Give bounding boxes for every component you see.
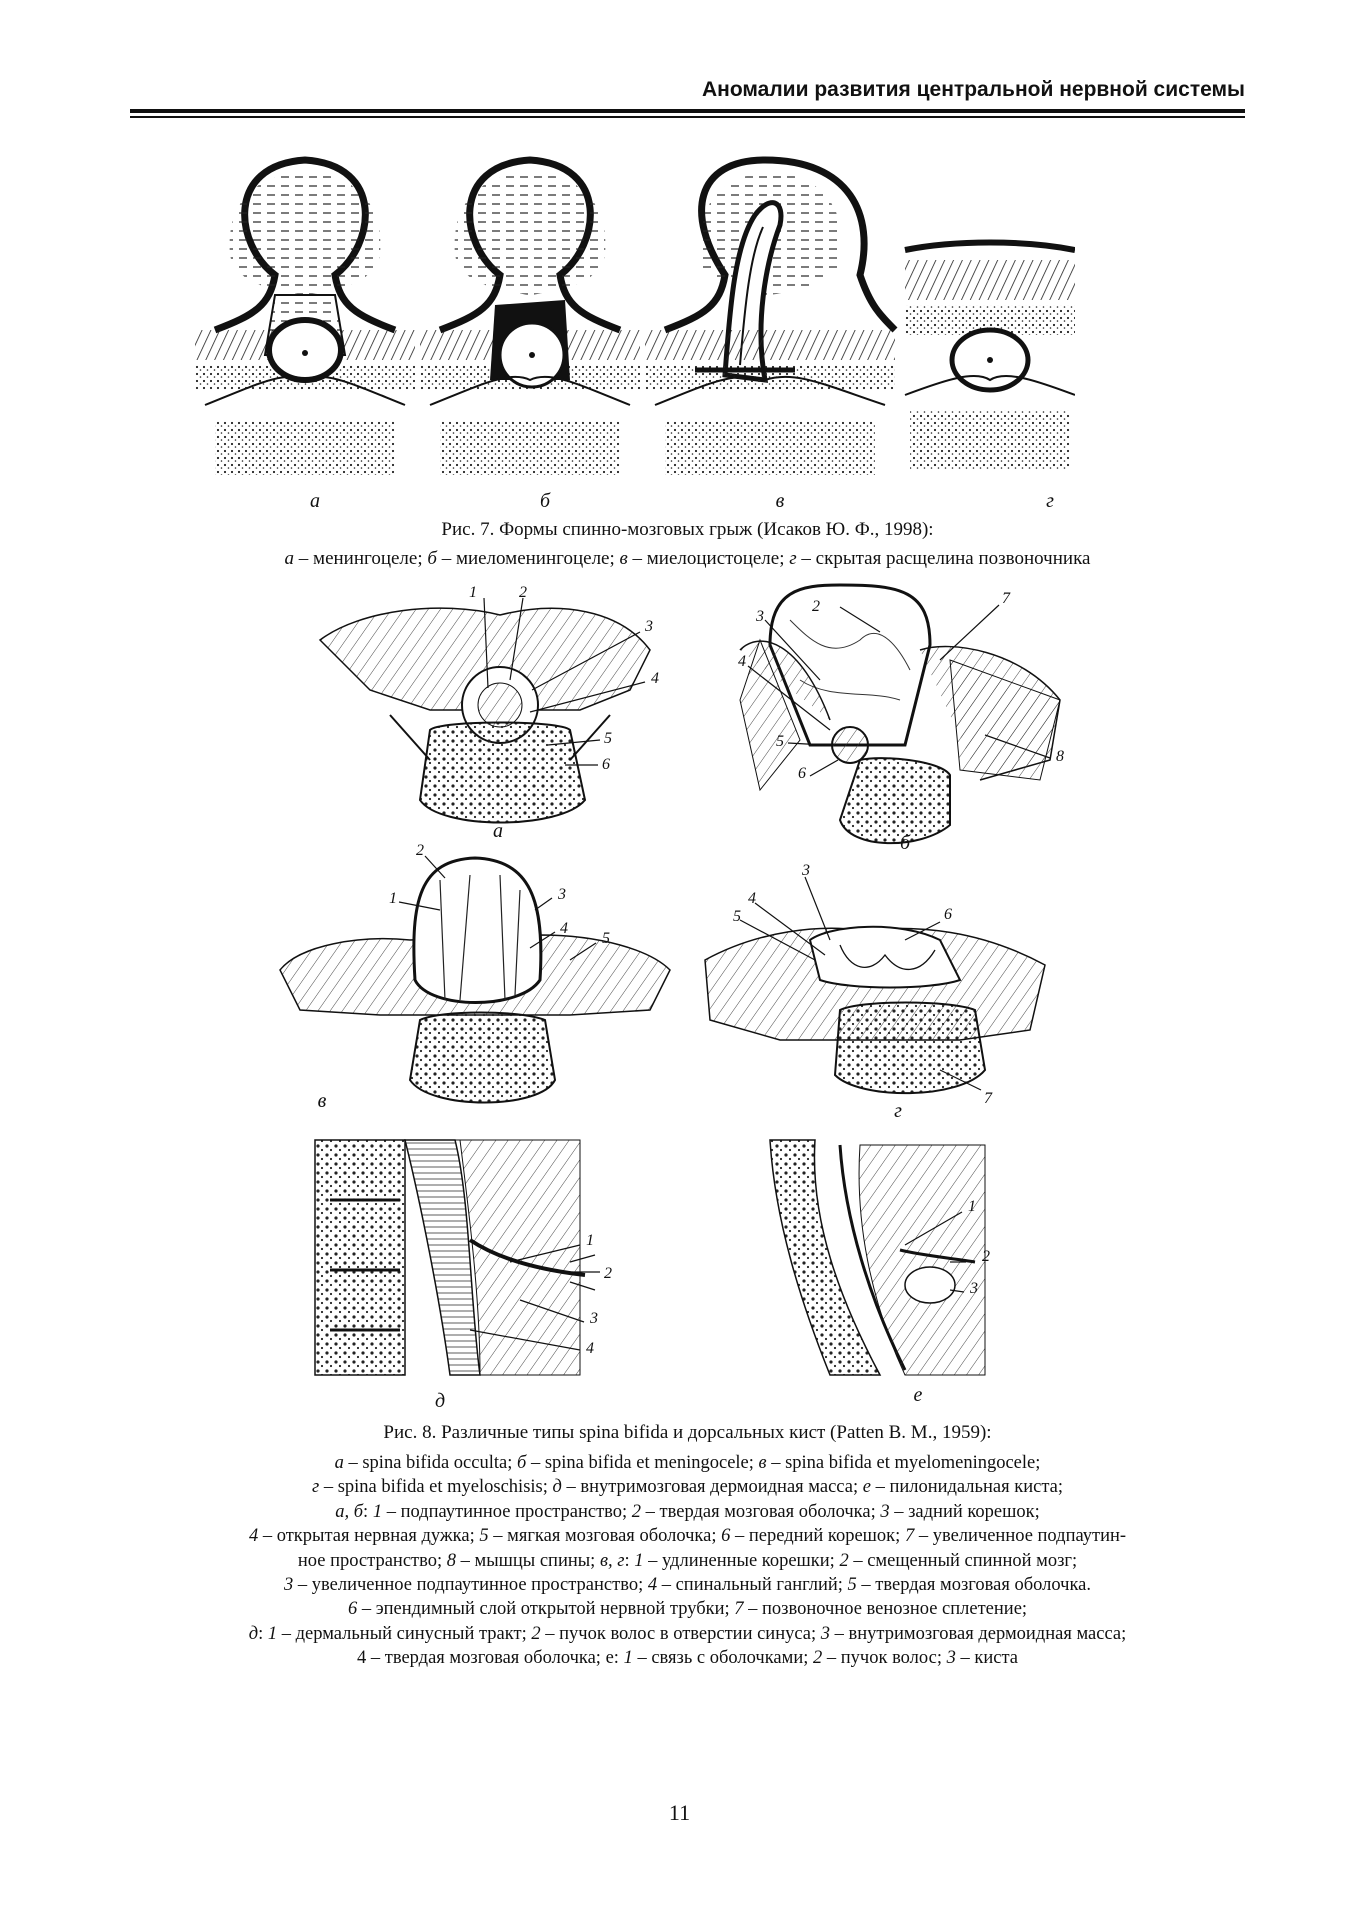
fig8v-label-2: 2 [416,842,424,859]
fig8b-label-5: 5 [776,733,784,750]
fig8v-label-3: 3 [558,886,566,903]
fig8a-label-4: 4 [651,670,659,687]
fig8-letter-g: г [894,1100,902,1122]
fig8g-label-5: 5 [733,908,741,925]
legend-line: а, б: 1 – подпаутинное пространство; 2 – твердая мозговая оболочка; 3 – задний корешок; [335,1501,1040,1522]
fig8g-label-4: 4 [748,890,756,907]
fig8a-label-3: 3 [645,618,653,635]
figure7-legend: а – менингоцеле; б – миеломенингоцеле; в – миелоцистоцеле; г – скрытая расщелина позвоночника [284,548,1091,569]
legend-line: г – spina bifida et myeloschisis; д – внутримозговая дермоидная масса; е – пилонидальная киста; [312,1477,1063,1498]
fig8-letter-e: е [913,1384,923,1406]
fig8b-label-8: 8 [1056,748,1064,765]
fig8d-label-2: 2 [604,1265,612,1282]
fig8-panel-e [770,1140,985,1375]
fig8a-label-6: 6 [602,756,610,773]
fig8-panel-d [315,1140,600,1375]
legend-line: д: 1 – дермальный синусный тракт; 2 – пучок волос в отверстии синуса; 3 – внутримозговая дермоидная масса; [248,1623,1127,1644]
fig8e-label-3: 3 [970,1280,978,1297]
legend-line: 4 – твердая мозговая оболочка; е: 1 – связь с оболочками; 2 – пучок волос; 3 – киста [357,1648,1018,1669]
fig8a-label-2: 2 [519,584,527,601]
fig8g-label-6: 6 [944,906,952,923]
running-title: Аномалии развития центральной нервной системы [702,78,1245,101]
fig8-letter-v: в [317,1090,327,1112]
fig8g-label-3: 3 [802,862,810,879]
page-number: 11 [668,1800,691,1825]
fig8b-label-6: 6 [798,765,806,782]
fig8-panel-v [280,858,670,1103]
fig8-letter-b: б [899,832,911,854]
fig8b-label-7: 7 [1002,590,1010,607]
fig8-panel-g [705,927,1045,1093]
legend-line: 3 – увеличенное подпаутинное пространство; 4 – спинальный ганглий; 5 – твердая мозговая оболочка. [284,1575,1091,1596]
fig8d-label-1: 1 [586,1232,594,1249]
fig8a-label-5: 5 [604,730,612,747]
figure8-caption: Рис. 8. Различные типы spina bifida и дорсальных кист (Patten B. M., 1959): [383,1422,992,1443]
legend-line: 6 – эпендимный слой открытой нервной трубки; 7 – позвоночное венозное сплетение; [347,1599,1028,1620]
fig8v-label-1: 1 [389,890,397,907]
legend-line: а – spina bifida occulta; б – spina bifida et meningocele; в – spina bifida et myelomeningocele; [334,1453,1041,1473]
fig8d-label-4: 4 [586,1340,594,1357]
fig7-letter-b: б [539,490,551,512]
fig8-letter-a: а [493,820,503,842]
fig8-panel-a [320,608,650,822]
legend-line: ное пространство; 8 – мышцы спины; в, г: 1 – удлиненные корешки; 2 – смещенный спинной мозг; [297,1550,1078,1571]
fig8b-label-4: 4 [738,653,746,670]
fig8-panel-b [740,585,1060,843]
fig8v-label-5: 5 [602,930,610,947]
figure7-caption: Рис. 7. Формы спинно-мозговых грыж (Исаков Ю. Ф., 1998): [441,519,934,540]
fig7-letter-a: а [310,490,320,512]
fig8e-label-1: 1 [968,1198,976,1215]
fig8a-label-1: 1 [469,584,477,601]
figure8-legend [140,1451,1235,1671]
fig8b-label-3: 3 [756,608,764,625]
fig7-letter-g: г [1046,490,1054,512]
fig7-letter-v: в [775,490,785,512]
fig8e-label-2: 2 [982,1248,990,1265]
fig8g-label-7: 7 [984,1090,992,1107]
fig8b-label-2: 2 [812,598,820,615]
fig8v-label-4: 4 [560,920,568,937]
fig8-letter-d: д [434,1390,446,1412]
fig8d-label-3: 3 [590,1310,598,1327]
legend-line: 4 – открытая нервная дужка; 5 – мягкая мозговая оболочка; 6 – передний корешок; 7 – увеличенное подпаутин- [248,1526,1127,1547]
